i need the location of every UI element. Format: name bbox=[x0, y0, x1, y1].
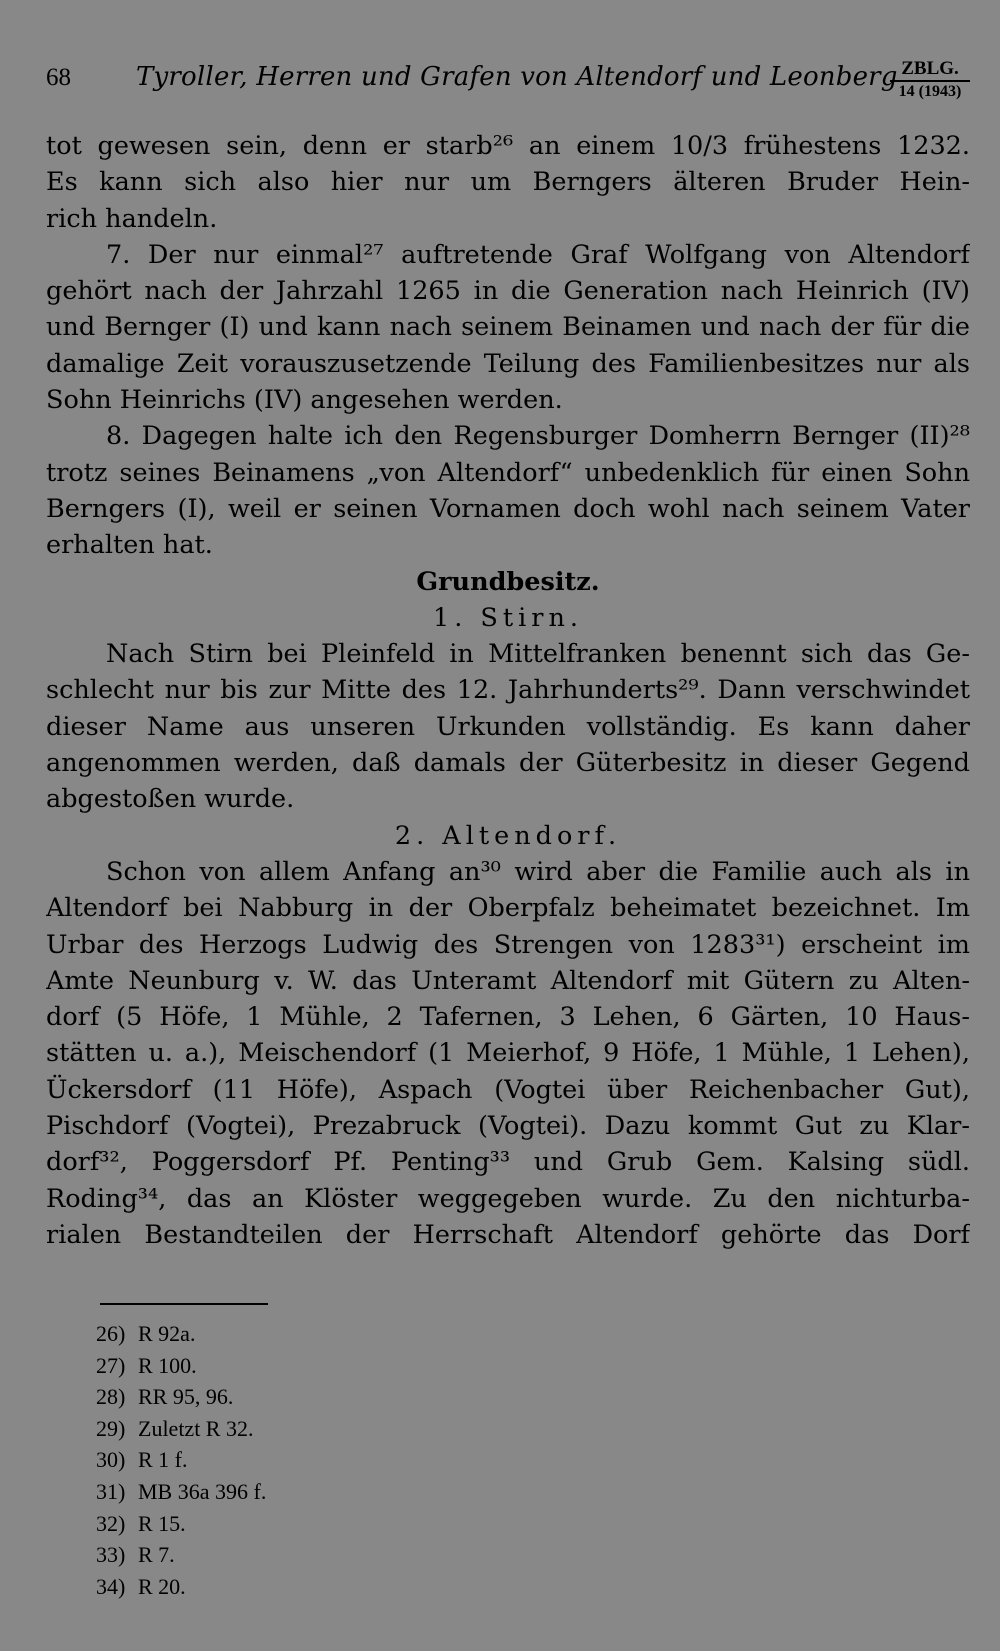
footnote bbox=[96, 1476, 596, 1508]
footnote-mark: 29) bbox=[96, 1415, 126, 1441]
footnotes bbox=[96, 1318, 596, 1602]
footnote bbox=[96, 1350, 596, 1382]
text-line: rialen Bestandteilen der Herrschaft Altendorf gehörte das Dorf bbox=[46, 1219, 970, 1250]
footnote bbox=[96, 1381, 596, 1413]
text-line: Nach Stirn bei Pleinfeld in Mittelfranken benennt sich das Ge- bbox=[106, 639, 970, 670]
text-line: und Bernger (I) und kann nach seinem Beinamen und nach der für die bbox=[46, 312, 970, 343]
subsection-heading: 2. Altendorf. bbox=[394, 820, 622, 851]
footnote-text: R 100. bbox=[138, 1352, 197, 1378]
journal-abbreviation: ZBLG. bbox=[890, 58, 970, 82]
text-line: Es kann sich also hier nur um Berngers älteren Bruder Hein- bbox=[46, 167, 970, 198]
subsection-heading: 1. Stirn. bbox=[432, 602, 584, 633]
footnote bbox=[96, 1444, 596, 1476]
text-line: dorf³², Poggersdorf Pf. Penting³³ und Grub Gem. Kalsing südl. bbox=[46, 1147, 970, 1178]
body-text bbox=[46, 128, 970, 1253]
section-heading: Grundbesitz. bbox=[416, 566, 600, 597]
footnote-mark: 30) bbox=[96, 1447, 126, 1473]
text-line: erhalten hat. bbox=[46, 530, 213, 561]
text-line: abgestoßen wurde. bbox=[46, 784, 295, 815]
text-line: Schon von allem Anfang an³⁰ wird aber die Familie auch als in bbox=[106, 856, 970, 887]
text-line: gehört nach der Jahrzahl 1265 in die Generation nach Heinrich (IV) bbox=[46, 276, 970, 307]
footnote-mark: 34) bbox=[96, 1573, 126, 1599]
footnote-text: Zuletzt R 32. bbox=[138, 1415, 254, 1441]
footnote-mark: 32) bbox=[96, 1510, 126, 1536]
journal-reference bbox=[890, 58, 970, 102]
footnote-text: R 1 f. bbox=[138, 1447, 188, 1473]
text-line: Altendorf bei Nabburg in der Oberpfalz beheimatet bezeichnet. Im bbox=[46, 893, 970, 924]
running-title: Tyroller, Herren und Grafen von Altendorf und Leonberg bbox=[136, 62, 898, 92]
footnote-mark: 27) bbox=[96, 1352, 126, 1378]
text-line: Sohn Heinrichs (IV) angesehen werden. bbox=[46, 385, 563, 416]
footnote bbox=[96, 1571, 596, 1603]
text-line: schlecht nur bis zur Mitte des 12. Jahrhunderts²⁹. Dann verschwindet bbox=[46, 675, 970, 706]
page-number: 68 bbox=[46, 64, 71, 91]
journal-volume: 14 (1943) bbox=[898, 83, 962, 100]
page-header bbox=[46, 58, 970, 108]
text-line: 8. Dagegen halte ich den Regensburger Domherrn Bernger (II)²⁸ bbox=[106, 421, 970, 452]
text-line: tot gewesen sein, denn er starb²⁶ an einem 10/3 frühestens 1232. bbox=[46, 131, 970, 161]
text-line: Ückersdorf (11 Höfe), Aspach (Vogtei über Reichenbacher Gut), bbox=[46, 1074, 970, 1105]
footnote-text: R 20. bbox=[138, 1573, 186, 1599]
footnote-mark: 26) bbox=[96, 1321, 126, 1346]
footnote bbox=[96, 1318, 596, 1350]
text-line: damalige Zeit vorauszusetzende Teilung des Familienbesitzes nur als bbox=[46, 348, 970, 379]
footnote bbox=[96, 1413, 596, 1445]
text-line: Roding³⁴, das an Klöster weggegeben wurde. Zu den nichturba- bbox=[46, 1183, 970, 1214]
text-line: dieser Name aus unseren Urkunden vollständig. Es kann daher bbox=[46, 711, 970, 742]
footnote-text: R 92a. bbox=[138, 1321, 196, 1346]
footnote-divider bbox=[100, 1303, 268, 1305]
text-line: angenommen werden, daß damals der Güterbesitz in dieser Gegend bbox=[46, 748, 970, 779]
text-line: 7. Der nur einmal²⁷ auftretende Graf Wolfgang von Altendorf bbox=[106, 239, 970, 270]
text-line: stätten u. a.), Meischendorf (1 Meierhof, 9 Höfe, 1 Mühle, 1 Lehen), bbox=[46, 1038, 970, 1069]
text-line: Pischdorf (Vogtei), Prezabruck (Vogtei). Dazu kommt Gut zu Klar- bbox=[46, 1111, 970, 1142]
footnote-mark: 33) bbox=[96, 1542, 126, 1568]
text-line: Amte Neunburg v. W. das Unteramt Altendorf mit Gütern zu Alten- bbox=[46, 965, 970, 996]
text-line: Berngers (I), weil er seinen Vornamen doch wohl nach seinem Vater bbox=[46, 493, 970, 524]
text-line: rich handeln. bbox=[46, 203, 218, 234]
footnote bbox=[96, 1508, 596, 1540]
footnote-mark: 28) bbox=[96, 1384, 126, 1410]
text-line: Urbar des Herzogs Ludwig des Strengen von 1283³¹) erscheint im bbox=[46, 929, 970, 960]
footnote-mark: 31) bbox=[96, 1478, 126, 1504]
text-line: trotz seines Beinamens „von Altendorf“ unbedenklich für einen Sohn bbox=[46, 457, 970, 488]
text-line: dorf (5 Höfe, 1 Mühle, 2 Tafernen, 3 Lehen, 6 Gärten, 10 Haus- bbox=[46, 1002, 970, 1033]
footnote-text: R 15. bbox=[138, 1510, 186, 1536]
footnote bbox=[96, 1539, 596, 1571]
footnote-text: MB 36a 396 f. bbox=[138, 1478, 267, 1504]
footnote-text: R 7. bbox=[138, 1542, 175, 1568]
footnote-text: RR 95, 96. bbox=[138, 1384, 234, 1410]
